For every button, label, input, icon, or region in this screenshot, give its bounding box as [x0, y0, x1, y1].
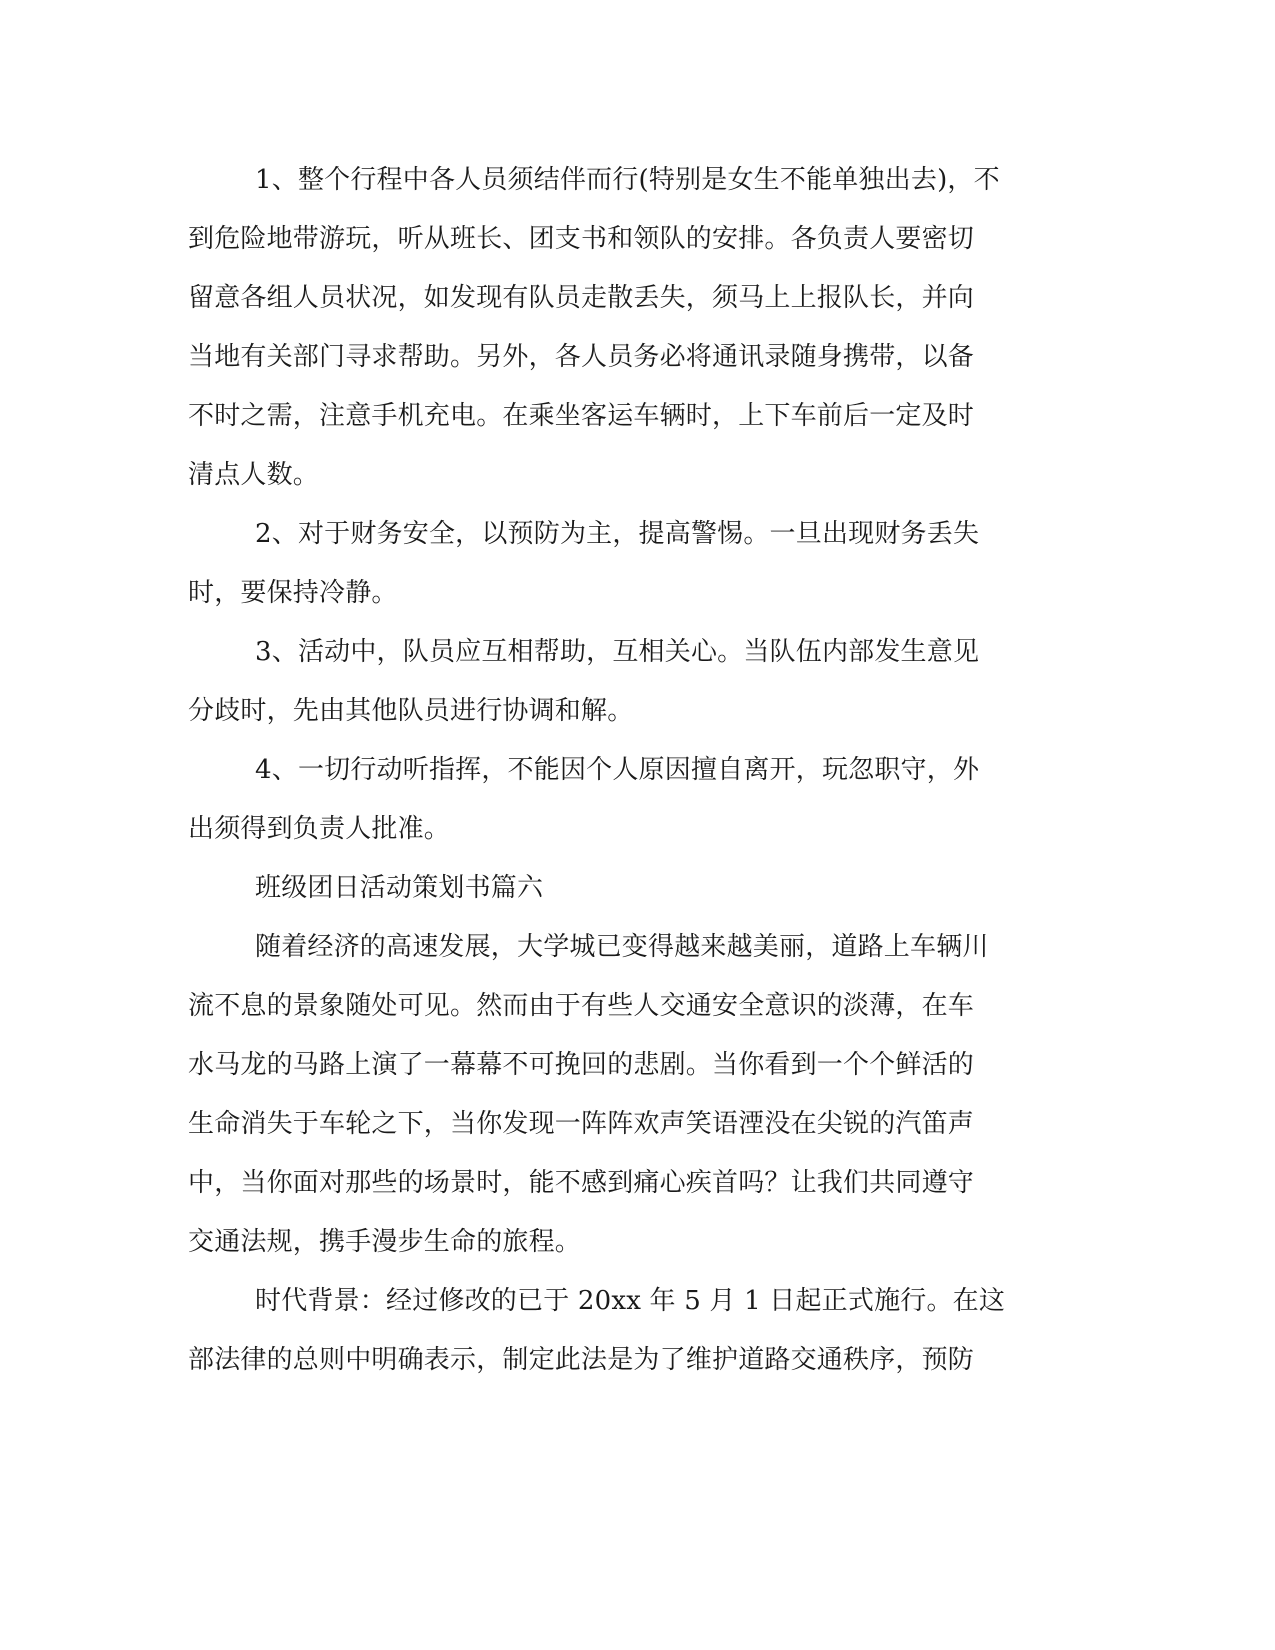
text-line: 交通法规，携手漫步生命的旅程。 — [188, 1227, 582, 1257]
text-line: 1、整个行程中各人员须结伴而行(特别是女生不能单独出去)，不 — [255, 165, 1000, 195]
text-line: 时代背景：经过修改的已于 20xx 年 5 月 1 日起正式施行。在这 — [255, 1286, 1006, 1316]
text-line: 清点人数。 — [188, 460, 320, 490]
section-heading: 班级团日活动策划书篇六 — [255, 873, 544, 903]
text-line: 分歧时，先由其他队员进行协调和解。 — [188, 696, 634, 726]
text-line: 时，要保持冷静。 — [188, 578, 398, 608]
text-line: 流不息的景象随处可见。然而由于有些人交通安全意识的淡薄，在车 — [188, 991, 975, 1021]
text-line: 4、一切行动听指挥，不能因个人原因擅自离开，玩忽职守，外 — [255, 755, 980, 785]
text-line: 出须得到负责人批准。 — [188, 814, 451, 844]
text-line: 生命消失于车轮之下，当你发现一阵阵欢声笑语湮没在尖锐的汽笛声 — [188, 1109, 975, 1139]
text-line: 水马龙的马路上演了一幕幕不可挽回的悲剧。当你看到一个个鲜活的 — [188, 1050, 975, 1080]
text-line: 中，当你面对那些的场景时，能不感到痛心疾首吗？让我们共同遵守 — [188, 1168, 975, 1198]
text-line: 2、对于财务安全，以预防为主，提高警惕。一旦出现财务丢失 — [255, 519, 980, 549]
text-line: 部法律的总则中明确表示，制定此法是为了维护道路交通秩序，预防 — [188, 1345, 975, 1375]
text-line: 留意各组人员状况，如发现有队员走散丢失，须马上上报队长，并向 — [188, 283, 975, 313]
text-line: 3、活动中，队员应互相帮助，互相关心。当队伍内部发生意见 — [255, 637, 980, 667]
text-line: 不时之需，注意手机充电。在乘坐客运车辆时，上下车前后一定及时 — [188, 401, 975, 431]
text-line: 当地有关部门寻求帮助。另外，各人员务必将通讯录随身携带，以备 — [188, 342, 975, 372]
text-line: 随着经济的高速发展，大学城已变得越来越美丽，道路上车辆川 — [255, 932, 989, 962]
text-line: 到危险地带游玩，听从班长、团支书和领队的安排。各负责人要密切 — [188, 224, 975, 254]
